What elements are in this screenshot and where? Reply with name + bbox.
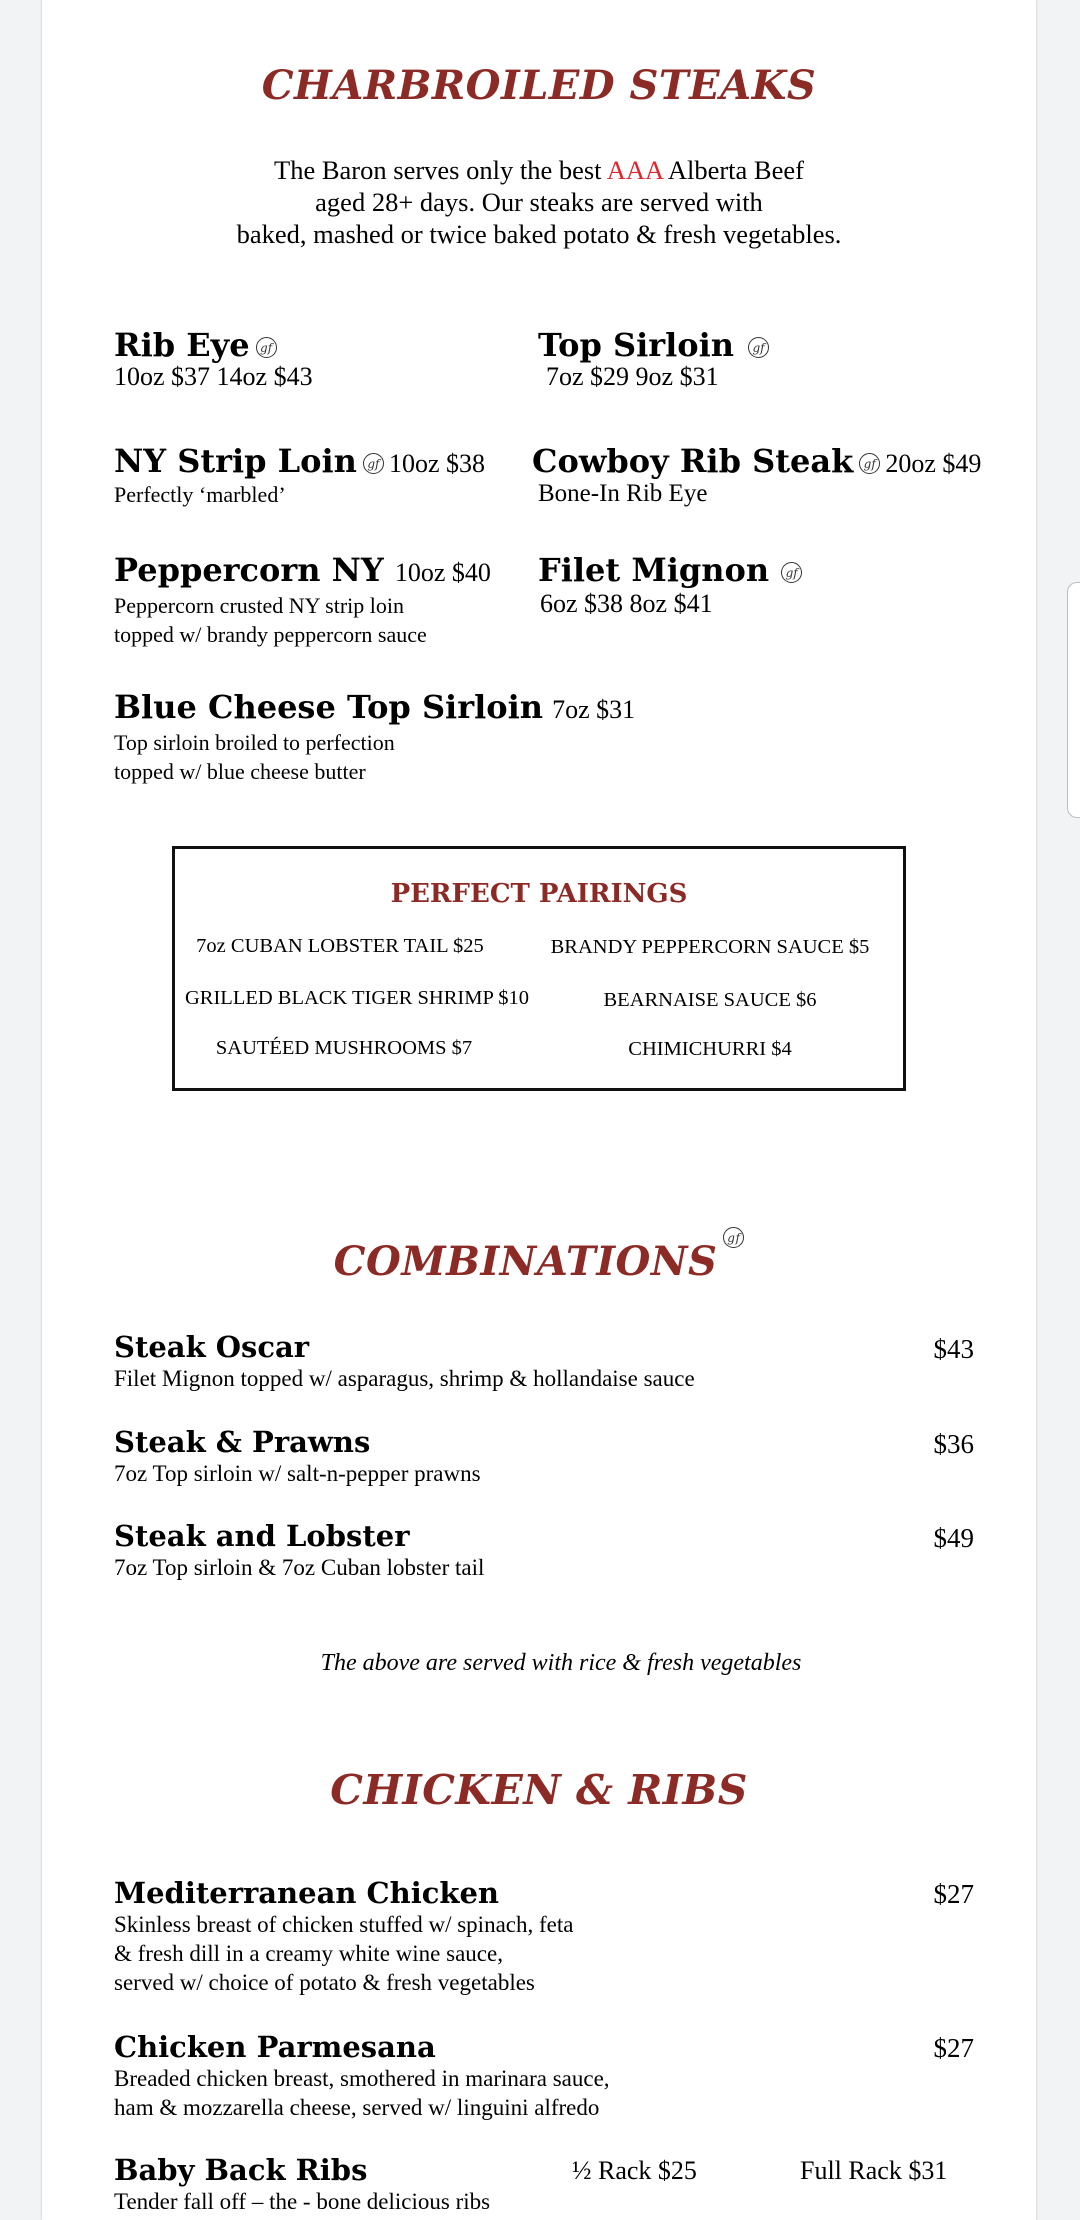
item-name: NY Strip Loin — [114, 442, 357, 480]
item-description-line-1: Skinless breast of chicken stuffed w/ spinach, feta — [114, 1912, 574, 1937]
item-name: Cowboy Rib Steak — [532, 442, 854, 480]
item-name: Chicken Parmesana — [114, 2030, 436, 2064]
item-size-price: 7oz $31 — [552, 695, 636, 724]
item-description: 7oz Top sirloin w/ salt-n-pepper prawns — [114, 1461, 481, 1486]
item-description-line-1: Peppercorn crusted NY strip loin — [114, 593, 405, 618]
menu-item-chicken-parmesana — [114, 2030, 610, 2122]
price-mediterranean-chicken: $27 — [933, 1879, 974, 1909]
gluten-free-icon: gf — [781, 562, 802, 583]
menu-item-top-sirloin — [538, 326, 769, 392]
menu-item-cowboy-rib-steak — [532, 442, 981, 508]
item-name: Peppercorn NY — [114, 551, 384, 589]
menu-item-blue-cheese-top-sirloin — [114, 688, 635, 786]
item-description-line-1: Breaded chicken breast, smothered in marinara sauce, — [114, 2066, 610, 2091]
menu-item-ny-strip-loin — [114, 442, 485, 509]
item-name: Steak & Prawns — [114, 1425, 371, 1459]
pairings-title: PERFECT PAIRINGS — [390, 879, 688, 909]
item-description-line-2: ham & mozzarella cheese, served w/ linguini alfredo — [114, 2095, 600, 2120]
pairing-item-brandy-peppercorn-sauce: BRANDY PEPPERCORN SAUCE $5 — [550, 936, 870, 958]
menu-page — [42, 0, 1036, 2220]
gluten-free-icon: gf — [723, 1227, 744, 1248]
price-full-rack: Full Rack $31 — [800, 2156, 948, 2185]
menu-item-peppercorn-ny — [114, 551, 491, 649]
item-sizes: 10oz $37 14oz $43 — [114, 362, 313, 391]
intro-line-1 — [42, 154, 1036, 186]
item-description: Bone-In Rib Eye — [538, 480, 708, 507]
item-name: Steak and Lobster — [114, 1519, 410, 1553]
item-size-price: 10oz $40 — [394, 558, 491, 587]
combinations-note: The above are served with rice & fresh vegetables — [320, 1650, 802, 1676]
item-description: 7oz Top sirloin & 7oz Cuban lobster tail — [114, 1555, 485, 1580]
item-description-line-3: served w/ choice of potato & fresh vegetables — [114, 1970, 535, 1995]
combo-item-steak-oscar — [114, 1330, 695, 1393]
item-name: Top Sirloin — [538, 326, 735, 364]
item-name: Blue Cheese Top Sirloin — [114, 688, 543, 726]
item-description: Filet Mignon topped w/ asparagus, shrimp & hollandaise sauce — [114, 1366, 695, 1391]
gluten-free-icon: gf — [363, 453, 384, 474]
item-description-line-2: topped w/ brandy peppercorn sauce — [114, 622, 427, 647]
combinations-title-text: COMBINATIONS — [333, 1238, 718, 1285]
item-description-line-1: Top sirloin broiled to perfection — [114, 730, 395, 755]
aaa-highlight: AAA — [606, 155, 663, 185]
menu-item-rib-eye — [114, 326, 313, 392]
item-description: Perfectly ‘marbled’ — [114, 482, 286, 507]
steaks-intro — [42, 154, 1036, 250]
steaks-section-title: CHARBROILED STEAKS — [261, 62, 817, 109]
item-description-line-1: Tender fall off – the - bone delicious ribs — [114, 2189, 491, 2214]
intro-line-1-post: Alberta Beef — [662, 155, 804, 185]
intro-line-3: baked, mashed or twice baked potato & fresh vegetables. — [236, 219, 842, 249]
price-chicken-parmesana: $27 — [933, 2033, 974, 2063]
combo-price-steak-prawns: $36 — [933, 1429, 974, 1459]
combo-price-steak-lobster: $49 — [933, 1523, 974, 1553]
pairing-item-chimichurri: CHIMICHURRI $4 — [628, 1038, 792, 1060]
menu-item-mediterranean-chicken — [114, 1876, 573, 1997]
combinations-section-title — [42, 1230, 1036, 1285]
gluten-free-icon: gf — [256, 337, 277, 358]
price-half-rack: ½ Rack $25 — [572, 2156, 697, 2185]
item-description-line-2: topped w/ blue cheese butter — [114, 759, 366, 784]
item-name: Steak Oscar — [114, 1330, 310, 1364]
gluten-free-icon: gf — [859, 453, 880, 474]
intro-line-2: aged 28+ days. Our steaks are served with — [315, 187, 763, 217]
pairing-item-sauteed-mushrooms: SAUTÉED MUSHROOMS $7 — [215, 1037, 473, 1059]
item-size-price: 10oz $38 — [389, 449, 486, 478]
item-name: Filet Mignon — [538, 551, 770, 589]
item-name: Rib Eye — [114, 326, 250, 364]
item-sizes: 7oz $29 9oz $31 — [546, 362, 719, 391]
item-name: Mediterranean Chicken — [114, 1876, 500, 1910]
combo-item-steak-lobster — [114, 1519, 484, 1582]
item-size-price: 20oz $49 — [885, 449, 982, 478]
chicken-ribs-section-title: CHICKEN & RIBS — [330, 1766, 748, 1814]
pairing-item-bearnaise-sauce: BEARNAISE SAUCE $6 — [603, 989, 817, 1011]
pairing-item-tiger-shrimp: GRILLED BLACK TIGER SHRIMP $10 — [185, 987, 529, 1009]
intro-line-1-pre: The Baron serves only the best — [274, 155, 607, 185]
gluten-free-icon: gf — [748, 337, 769, 358]
menu-item-filet-mignon — [538, 551, 802, 619]
item-description-line-2: & fresh dill in a creamy white wine sauce, — [114, 1941, 503, 1966]
combo-item-steak-prawns — [114, 1425, 481, 1488]
perfect-pairings-box — [172, 846, 906, 1091]
scroll-handle[interactable] — [1067, 582, 1080, 818]
item-name: Baby Back Ribs — [114, 2153, 368, 2187]
pairing-item-lobster-tail: 7oz CUBAN LOBSTER TAIL $25 — [196, 935, 484, 957]
combo-price-steak-oscar: $43 — [933, 1334, 974, 1364]
item-sizes: 6oz $38 8oz $41 — [540, 589, 713, 618]
menu-item-baby-back-ribs — [114, 2153, 490, 2216]
